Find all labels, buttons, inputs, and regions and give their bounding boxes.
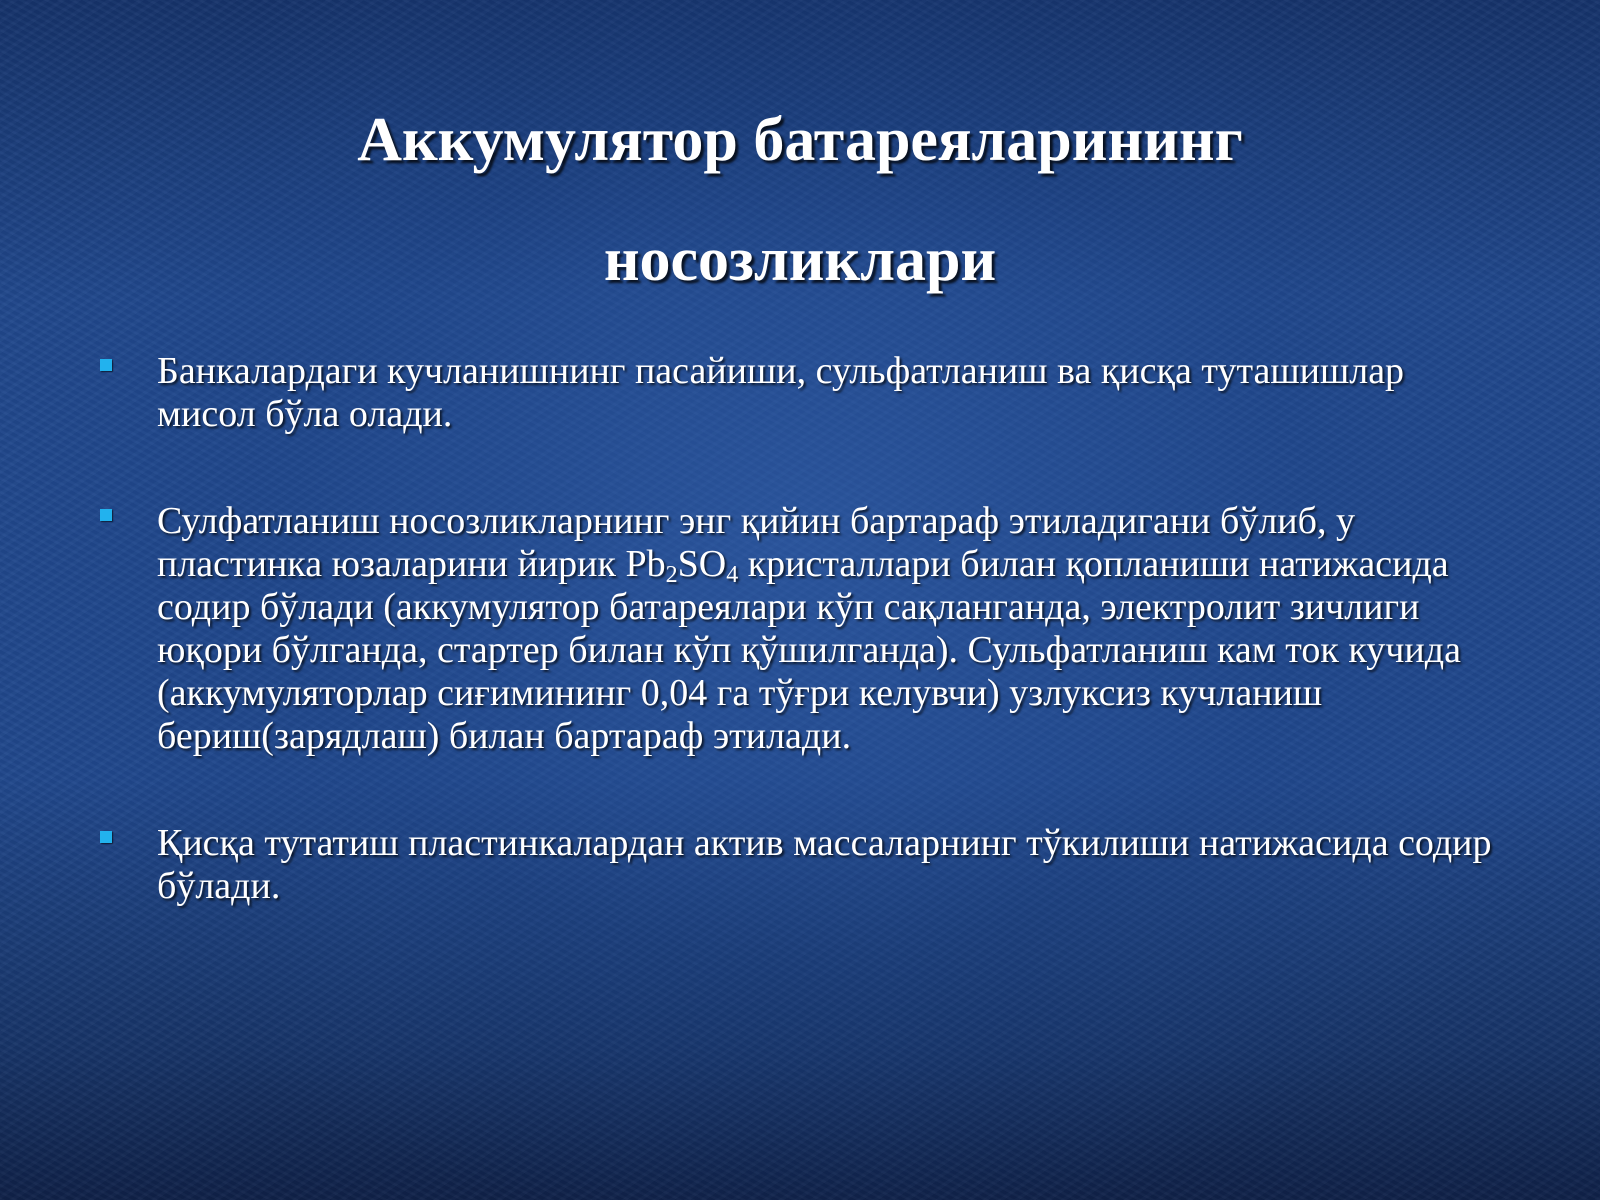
square-bullet-icon [100,831,112,843]
slide-title [100,80,1500,320]
subscript: 2 [665,562,678,588]
bullet-item [95,500,1495,758]
square-bullet-icon [100,509,112,521]
bullet-text-part: Сулфатланиш носозликларнинг энг қийин бартараф этиладигани бўлиб, у пластинка юзаларини йирик Pb [157,500,1355,585]
bullet-item [95,350,1495,436]
bullet-text-part: кристаллари билан қопланиши натижасида содир бўлади (аккумулятор батареялари кўп сақланганда, электролит зичлиги юқори бўлганда, стартер билан кўп қўшилганда). Сульфатланиш кам ток кучида (аккумуляторлар сиғимининг 0,04 га тўғри келувчи) узлуксиз кучланиш бериш(зарядлаш) билан бартараф этилади. [157,543,1461,757]
bullet-text-part: SO [677,543,727,585]
title-line-2: носозликлари [603,226,997,294]
bullet-text: Қисқа тутатиш пластинкалардан актив массаларнинг тўкилиши натижасида содир бўлади. [157,822,1492,907]
bullet-text: Банкалардаги кучланишнинг пасайиши, сульфатланиш ва қисқа туташишлар мисол бўла олади. [157,350,1405,435]
bullet-item [95,822,1495,908]
subscript: 4 [726,562,739,588]
bullet-list [95,350,1495,908]
square-bullet-icon [100,359,112,371]
title-line-1: Аккумулятор батареяларининг [357,106,1243,174]
